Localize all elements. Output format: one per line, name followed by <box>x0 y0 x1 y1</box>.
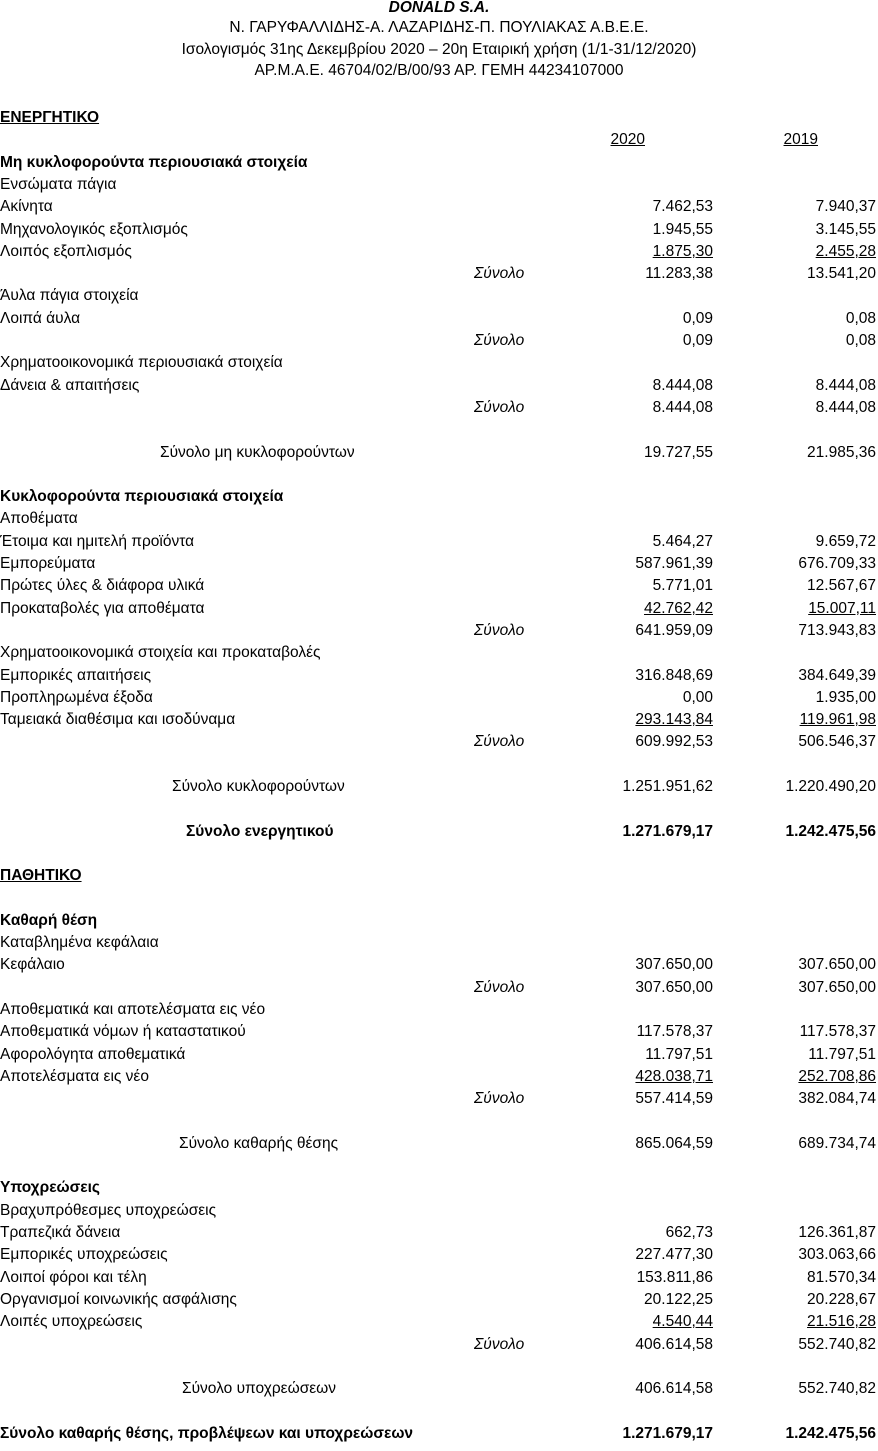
section-total-row <box>0 821 878 843</box>
section-total-current-year: 865.064,59 <box>635 1134 713 1152</box>
grand-total-previous-year: 1.242.475,56 <box>785 1424 876 1442</box>
value-previous-year: 126.361,87 <box>798 1224 876 1241</box>
value-current-year: 587.961,39 <box>635 555 713 572</box>
section-total-label: Σύνολο υποχρεώσεων <box>182 1380 337 1398</box>
section-total-label: Σύνολο μη κυκλοφορούντων <box>160 443 355 461</box>
subgroup-heading <box>0 999 878 1021</box>
value-current-year: 117.578,37 <box>636 1023 713 1041</box>
spacer-row <box>0 1356 878 1378</box>
subgroup-heading <box>0 1200 878 1222</box>
line-item <box>0 1289 878 1311</box>
line-item <box>0 1021 878 1043</box>
line-item-label: Λοιπά άυλα <box>0 309 81 327</box>
value-current-year: 11.797,51 <box>645 1045 713 1063</box>
subtotal-row <box>0 731 878 753</box>
spacer-row <box>0 888 878 910</box>
value-current-year: 42.762,42 <box>644 599 713 617</box>
line-item-label: Αποτελέσματα εις νέο <box>0 1067 149 1085</box>
subtotal-current-year: 641.959,09 <box>635 621 713 639</box>
subgroup-title: Αποθέματα <box>0 510 78 528</box>
value-current-year: 20.122,25 <box>644 1290 713 1308</box>
value-previous-year: 0,08 <box>845 309 876 327</box>
section-title: ΕΝΕΡΓΗΤΙΚΟ <box>0 109 100 126</box>
line-item-label: Έτοιμα και ημιτελή προϊόντα <box>0 532 195 550</box>
line-item <box>0 687 878 709</box>
value-previous-year: 20.228,67 <box>807 1290 876 1308</box>
subtotal-row <box>0 330 878 352</box>
line-item <box>0 553 878 575</box>
section-total-row <box>0 442 878 464</box>
value-previous-year: 117.578,37 <box>799 1023 876 1041</box>
section-total-previous-year: 552.740,82 <box>798 1380 876 1398</box>
section-total-current-year: 406.614,58 <box>635 1380 713 1398</box>
group-heading <box>0 1177 878 1199</box>
value-previous-year: 8.444,08 <box>815 376 876 394</box>
line-item <box>0 375 878 397</box>
spacer-row <box>0 419 878 441</box>
value-previous-year: 11.797,51 <box>808 1045 876 1063</box>
subtotal-current-year: 609.992,53 <box>635 733 713 751</box>
line-item-label: Κεφάλαιο <box>0 956 65 974</box>
spacer-row <box>0 1111 878 1133</box>
line-item-label: Πρώτες ύλες & διάφορα υλικά <box>0 577 205 595</box>
section-total-current-year: 1.251.951,62 <box>622 778 713 795</box>
value-previous-year: 21.516,28 <box>807 1313 876 1331</box>
line-item <box>0 1244 878 1266</box>
subtotal-previous-year: 713.943,83 <box>798 621 876 639</box>
line-item-label: Αποθεματικά νόμων ή καταστατικού <box>0 1023 246 1041</box>
line-item-label: Λοιποί φόροι και τέλη <box>0 1268 147 1286</box>
spacer-row <box>0 464 878 486</box>
value-previous-year: 676.709,33 <box>798 555 876 572</box>
value-current-year: 4.540,44 <box>652 1313 713 1331</box>
subgroup-title: Βραχυπρόθεσμες υποχρεώσεις <box>0 1201 217 1219</box>
section-total-previous-year: 1.242.475,56 <box>785 822 876 840</box>
subtotal-current-year: 557.414,59 <box>635 1090 713 1108</box>
column-year-previous: 2019 <box>783 131 818 149</box>
value-current-year: 1.875,30 <box>652 242 713 260</box>
subtotal-row <box>0 1088 878 1110</box>
value-previous-year: 252.708,86 <box>798 1067 876 1085</box>
line-item-label: Τραπεζικά δάνεια <box>0 1224 121 1241</box>
section-total-row <box>0 776 878 798</box>
subtotal-label: Σύνολο <box>474 265 525 283</box>
spacer-row <box>0 1155 878 1177</box>
section-total-current-year: 19.727,55 <box>644 443 713 461</box>
value-current-year: 5.771,01 <box>652 577 713 595</box>
line-item <box>0 1222 878 1244</box>
value-current-year: 8.444,08 <box>652 376 713 394</box>
line-item-label: Εμπορικές υποχρεώσεις <box>0 1246 168 1264</box>
subtotal-previous-year: 382.084,74 <box>798 1090 876 1108</box>
line-item-label: Οργανισμοί κοινωνικής ασφάλισης <box>0 1290 237 1308</box>
spacer-row <box>0 754 878 776</box>
value-previous-year: 12.567,67 <box>807 577 876 595</box>
document-subtitle: Ισολογισμός 31ης Δεκεμβρίου 2020 – 20η Εταιρική χρήση (1/1-31/12/2020) <box>181 41 697 58</box>
group-title: Μη κυκλοφορούντα περιουσιακά στοιχεία <box>0 153 308 171</box>
group-heading <box>0 486 878 508</box>
subtotal-row <box>0 620 878 642</box>
value-current-year: 7.462,53 <box>652 198 713 216</box>
line-item <box>0 954 878 976</box>
line-item-label: Αφορολόγητα αποθεματικά <box>0 1045 186 1063</box>
value-previous-year: 303.063,66 <box>798 1246 876 1264</box>
section-total-previous-year: 1.220.490,20 <box>785 778 876 795</box>
group-heading <box>0 910 878 932</box>
section-total-row <box>0 1133 878 1155</box>
subtotal-previous-year: 506.546,37 <box>798 733 876 751</box>
subgroup-heading <box>0 642 878 664</box>
value-current-year: 307.650,00 <box>635 956 713 974</box>
subgroup-heading <box>0 508 878 530</box>
section-heading <box>0 107 878 129</box>
line-item-label: Δάνεια & απαιτήσεις <box>0 376 140 394</box>
value-current-year: 662,73 <box>665 1224 713 1241</box>
section-title: ΠΑΘΗΤΙΚΟ <box>0 867 82 885</box>
subtotal-previous-year: 13.541,20 <box>807 265 876 283</box>
group-title: Κυκλοφορούντα περιουσιακά στοιχεία <box>0 488 284 506</box>
spacer-row <box>0 1400 878 1422</box>
group-title: Υποχρεώσεις <box>0 1179 100 1197</box>
value-current-year: 428.038,71 <box>635 1067 713 1085</box>
value-current-year: 227.477,30 <box>635 1246 713 1264</box>
section-total-current-year: 1.271.679,17 <box>622 822 713 840</box>
line-item-label: Προπληρωμένα έξοδα <box>0 688 153 706</box>
subtotal-previous-year: 8.444,08 <box>815 398 876 416</box>
line-item-label: Προκαταβολές για αποθέματα <box>0 599 205 617</box>
subgroup-heading <box>0 352 878 374</box>
grand-total-row <box>0 1423 878 1445</box>
line-item <box>0 575 878 597</box>
line-item-label: Εμπορεύματα <box>0 555 96 572</box>
line-item <box>0 598 878 620</box>
subgroup-title: Χρηματοοικονομικά περιουσιακά στοιχεία <box>0 354 283 372</box>
column-headers <box>0 129 878 151</box>
section-total-label: Σύνολο καθαρής θέσης <box>179 1134 339 1152</box>
line-item <box>0 1267 878 1289</box>
subtotal-label: Σύνολο <box>474 1090 525 1108</box>
subtotal-label: Σύνολο <box>474 332 525 349</box>
line-item-label: Λοιπές υποχρεώσεις <box>0 1313 143 1331</box>
subtotal-current-year: 307.650,00 <box>635 978 713 996</box>
line-item <box>0 1044 878 1066</box>
subgroup-heading <box>0 285 878 307</box>
subtotal-current-year: 406.614,58 <box>635 1335 713 1353</box>
subtotal-label: Σύνολο <box>474 978 525 996</box>
value-current-year: 316.848,69 <box>635 666 713 684</box>
value-previous-year: 2.455,28 <box>815 242 876 260</box>
value-previous-year: 81.570,34 <box>807 1268 876 1286</box>
value-current-year: 1.945,55 <box>652 220 713 238</box>
column-year-current: 2020 <box>610 131 645 149</box>
subgroup-title: Ενσώματα πάγια <box>0 175 117 193</box>
line-item <box>0 196 878 218</box>
subtotal-label: Σύνολο <box>474 621 525 639</box>
subtotal-label: Σύνολο <box>474 733 525 751</box>
subgroup-title: Αποθεματικά και αποτελέσματα εις νέο <box>0 1001 266 1018</box>
section-total-label: Σύνολο ενεργητικού <box>186 822 334 840</box>
line-item-label: Ακίνητα <box>0 198 53 216</box>
section-total-label: Σύνολο κυκλοφορούντων <box>172 778 345 795</box>
value-previous-year: 384.649,39 <box>798 666 876 684</box>
line-item <box>0 219 878 241</box>
line-item-label: Ταμειακά διαθέσιμα και ισοδύναμα <box>0 711 236 729</box>
section-total-previous-year: 21.985,36 <box>807 443 876 461</box>
value-previous-year: 307.650,00 <box>798 956 876 974</box>
value-current-year: 0,09 <box>682 309 713 327</box>
line-item <box>0 308 878 330</box>
value-current-year: 153.811,86 <box>636 1268 713 1286</box>
value-previous-year: 15.007,11 <box>808 599 876 617</box>
value-current-year: 5.464,27 <box>652 532 713 550</box>
registration-numbers: ΑΡ.Μ.Α.Ε. 46704/02/Β/00/93 ΑΡ. ΓΕΜΗ 44234107000 <box>254 62 624 79</box>
subgroup-heading <box>0 932 878 954</box>
value-previous-year: 119.961,98 <box>799 711 876 729</box>
value-current-year: 0,00 <box>682 688 713 706</box>
line-item <box>0 1311 878 1333</box>
section-heading <box>0 865 878 887</box>
subtotal-previous-year: 307.650,00 <box>798 978 876 996</box>
grand-total-label: Σύνολο καθαρής θέσης, προβλέψεων και υποχρεώσεων <box>0 1424 414 1442</box>
line-item-label: Μηχανολογικός εξοπλισμός <box>0 220 188 238</box>
value-current-year: 293.143,84 <box>635 711 713 729</box>
value-previous-year: 7.940,37 <box>815 198 876 216</box>
line-item <box>0 1066 878 1088</box>
group-title: Καθαρή θέση <box>0 911 98 929</box>
subtotal-row <box>0 263 878 285</box>
subgroup-title: Καταβλημένα κεφάλαια <box>0 934 159 952</box>
grand-total-current-year: 1.271.679,17 <box>622 1424 713 1442</box>
line-item-label: Εμπορικές απαιτήσεις <box>0 666 152 684</box>
subtotal-label: Σύνολο <box>474 1335 525 1353</box>
subtotal-current-year: 11.283,38 <box>645 265 713 283</box>
subtotal-previous-year: 552.740,82 <box>798 1335 876 1353</box>
subtotal-current-year: 0,09 <box>682 332 713 349</box>
subtotal-label: Σύνολο <box>474 398 525 416</box>
value-previous-year: 9.659,72 <box>815 532 876 550</box>
section-total-row <box>0 1378 878 1400</box>
subgroup-title: Χρηματοοικονομικά στοιχεία και προκαταβολές <box>0 644 321 662</box>
section-total-previous-year: 689.734,74 <box>798 1134 876 1152</box>
line-item <box>0 241 878 263</box>
value-previous-year: 1.935,00 <box>815 688 876 706</box>
subtotal-row <box>0 1334 878 1356</box>
subtotal-row <box>0 397 878 419</box>
subgroup-title: Άυλα πάγια στοιχεία <box>0 287 139 305</box>
subgroup-heading <box>0 174 878 196</box>
line-item-label: Λοιπός εξοπλισμός <box>0 242 132 260</box>
line-item <box>0 531 878 553</box>
line-item <box>0 665 878 687</box>
company-name-gr: Ν. ΓΑΡΥΦΑΛΛΙΔΗΣ-Α. ΛΑΖΑΡΙΔΗΣ-Π. ΠΟΥΛΙΑΚΑΣ Α.Β.Ε.Ε. <box>229 19 649 36</box>
group-heading <box>0 152 878 174</box>
spacer-row <box>0 798 878 820</box>
subtotal-previous-year: 0,08 <box>845 332 876 349</box>
spacer-row <box>0 843 878 865</box>
line-item <box>0 709 878 731</box>
subtotal-current-year: 8.444,08 <box>652 398 713 416</box>
value-previous-year: 3.145,55 <box>815 220 876 238</box>
company-name-en: DONALD S.A. <box>388 0 490 16</box>
subtotal-row <box>0 977 878 999</box>
